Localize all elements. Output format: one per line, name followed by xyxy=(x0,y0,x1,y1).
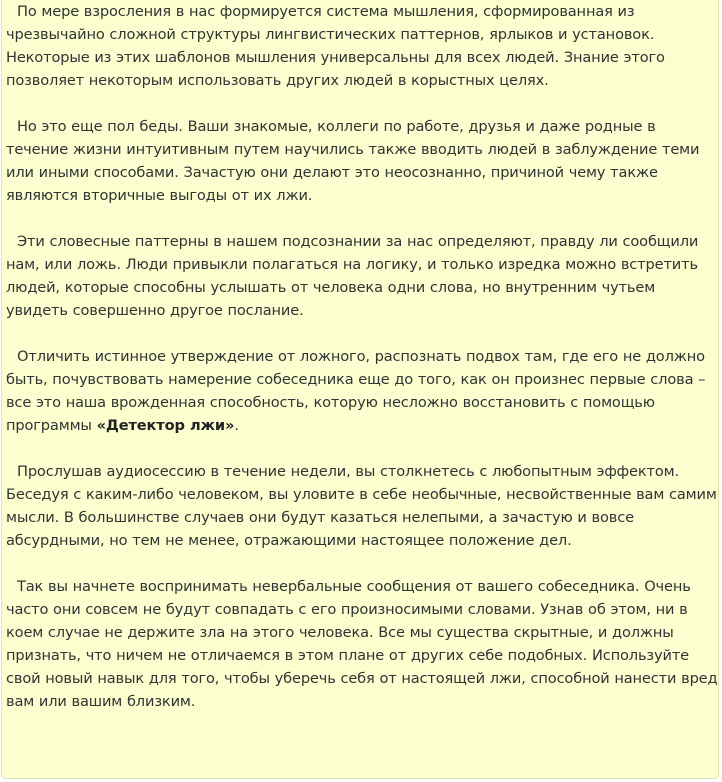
paragraph-2: Но это еще пол беды. Ваши знакомые, коллеги по работе, друзья и даже родные в течение жизни интуитивным путем научились также вводить людей в заблуждение теми или иными способами. Зачастую они делают это неосознанно, причиной чему также являются вторичные выгоды от их лжи. xyxy=(6,118,700,204)
article-panel xyxy=(1,0,719,779)
article-body xyxy=(6,0,718,736)
paragraph-4-text: Отличить истинное утверждение от ложного, распознать подвох там, где его не должно быть, почувствовать намерение собеседника еще до того, как он произнес первые слова – все это наша врожденная способность, которую несложно восстановить с помощью программы xyxy=(6,348,706,434)
paragraph-4 xyxy=(6,345,718,437)
paragraph-1: По мере взросления в нас формируется система мышления, сформированная из чрезвычайно сложной структуры лингвистических паттернов, ярлыков и установок. Некоторые из этих шаблонов мышления универсальны для всех людей. Знание этого позволяет некоторым использовать других людей в корыстных целях. xyxy=(6,3,665,89)
program-name: «Детектор лжи» xyxy=(96,417,235,434)
paragraph-5: Прослушав аудиосессию в течение недели, вы столкнетесь с любопытным эффектом. Беседуя с каким-либо человеком, вы уловите в себе необычные, несвойственные вам самим мысли. В большинстве случаев они будут казаться нелепыми, а зачастую и вовсе абсурдными, но тем не менее, отражающими настоящее положение дел. xyxy=(6,463,717,549)
paragraph-6: Так вы начнете воспринимать невербальные сообщения от вашего собеседника. Очень часто они совсем не будут совпадать с его произносимыми словами. Узнав об этом, ни в коем случае не держите зла на этого человека. Все мы существа скрытные, и должны признать, что ничем не отличаемся в этом плане от других себе подобных. Используйте свой новый навык для того, чтобы уберечь себя от настоящей лжи, способной нанести вред вам или вашим близким. xyxy=(6,578,718,710)
paragraph-4-end: . xyxy=(234,417,239,434)
paragraph-3: Эти словесные паттерны в нашем подсознании за нас определяют, правду ли сообщили нам, или ложь. Люди привыкли полагаться на логику, и только изредка можно встретить людей, которые способны услышать от человека одни слова, но внутренним чутьем увидеть совершенно другое послание. xyxy=(6,233,699,319)
